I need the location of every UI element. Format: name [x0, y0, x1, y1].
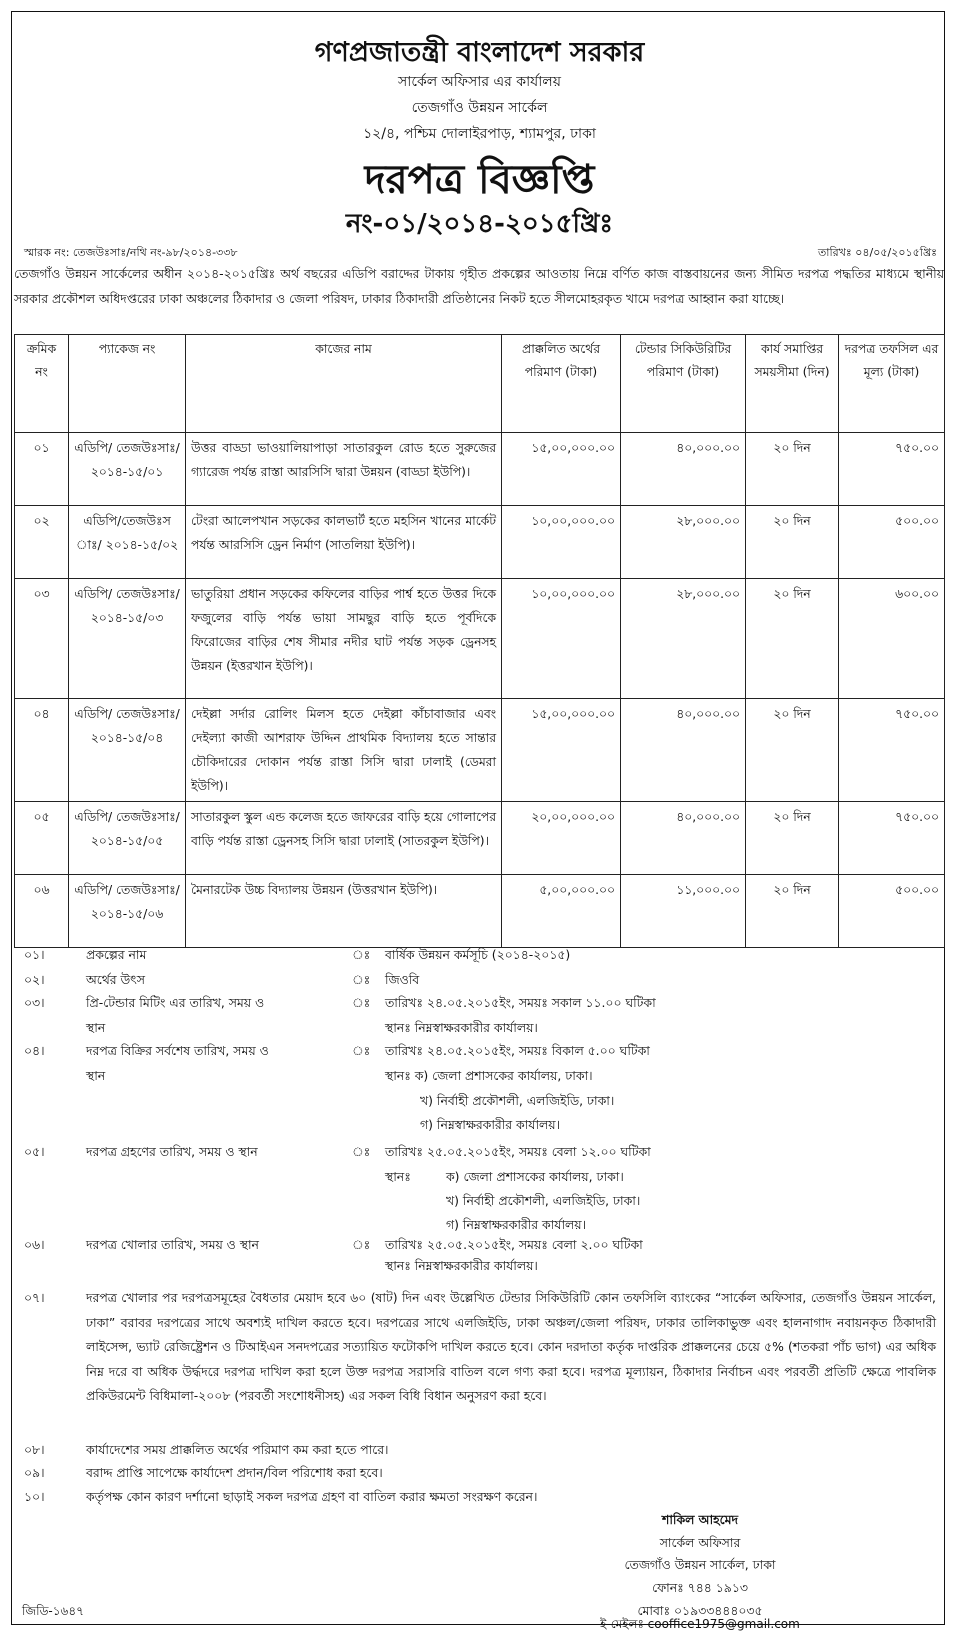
item-number: ০৮।: [24, 1442, 45, 1457]
item-colon: ঃ: [352, 972, 371, 987]
gd-number: জিডি-১৬৪৭: [22, 1604, 84, 1618]
office-address: ১২/৪, পশ্চিম দোলাইরপাড়, শ্যামপুর, ঢাকা: [363, 126, 596, 142]
cell-work: সাতারকুল স্কুল এন্ড কলেজ হতে জাফরের বাড়ি হয়ে গোলাপের বাড়ি পর্যন্ত রাস্তা ড্রেনসহ সিসি দ্বারা ঢালাই (সাতরকুল ইউপি)।: [186, 802, 502, 875]
circle-name: তেজগাঁও উন্নয়ন সার্কেল: [411, 100, 548, 116]
cell-security: ২৮,০০০.০০: [621, 506, 746, 579]
cell-cost: ৫,০০,০০০.০০: [502, 875, 621, 948]
item-label: দরপত্র খোলার তারিখ, সময় ও স্থান: [86, 1237, 259, 1252]
item-number: ০৩।: [24, 995, 45, 1010]
item-value: ক) জেলা প্রশাসকের কার্যালয়, ঢাকা।: [446, 1169, 624, 1184]
signatory-name: শাকিল আহমেদ: [661, 1512, 738, 1527]
cell-package: এডিপি/ তেজউঃসাঃ/ ২০১৪-১৫/০৪: [69, 699, 186, 802]
item-colon: ঃ: [352, 947, 371, 962]
cell-serial: ০৩: [15, 579, 69, 699]
item-text: বরাদ্দ প্রাপ্তি সাপেক্ষে কার্যাদেশ প্রদান/বিল পরিশোধ করা হবে।: [86, 1465, 383, 1480]
cell-price: ৭৫০.০০: [839, 802, 945, 875]
header-price: দরপত্র তফসিল এর মূল্য (টাকা): [839, 335, 945, 433]
item-number: ০৪।: [24, 1043, 45, 1058]
cell-work: উত্তর বাড্ডা ভাওয়ালিয়াপাড়া সাতারকুল রোড হতে সুরুজের গ্যারেজ পর্যন্ত রাস্তা আরসিসি দ্বারা উন্নয়ন (বাড্ডা ইউপি)।: [186, 433, 502, 506]
item-colon: ঃ: [352, 995, 371, 1010]
cell-security: ৪০,০০০.০০: [621, 433, 746, 506]
office-name: সার্কেল অফিসার এর কার্যালয়: [398, 74, 561, 90]
item-number: ০৬।: [24, 1237, 45, 1252]
table-row: [15, 433, 945, 506]
item-number: ০৯।: [24, 1465, 45, 1480]
item-colon: ঃ: [352, 1144, 371, 1159]
signatory-office: তেজগাঁও উন্নয়ন সার্কেল, ঢাকা: [624, 1557, 776, 1572]
item-value: স্থানঃ ক) জেলা প্রশাসকের কার্যালয়, ঢাকা।: [385, 1068, 593, 1083]
item-value: খ) নির্বাহী প্রকৌশলী, এলজিইডি, ঢাকা।: [446, 1193, 641, 1208]
table-row: [15, 579, 945, 699]
item-value: গ) নিম্নস্বাক্ষরকারীর কার্যালয়।: [420, 1117, 561, 1132]
item-value: খ) নির্বাহী প্রকৌশলী, এলজিইডি, ঢাকা।: [420, 1093, 615, 1108]
cell-package: এডিপি/ তেজউঃসাঃ/ ২০১৪-১৫/০৬: [69, 875, 186, 948]
item-value: তারিখঃ ২৪.০৫.২০১৫ইং, সময়ঃ সকাল ১১.০০ ঘটিকা: [385, 995, 656, 1010]
memo-reference: স্মারক নং: তেজউঃসাঃ/নথি নং-৯৮/২০১৪-৩৩৮: [24, 246, 238, 259]
item-value: তারিখঃ ২৫.০৫.২০১৫ইং, সময়ঃ বেলা ২.০০ ঘটিকা: [385, 1237, 643, 1252]
cell-work: মৈনারটেক উচ্চ বিদ্যালয় উন্নয়ন (উত্তরখান ইউপি)।: [186, 875, 502, 948]
table-row: [15, 506, 945, 579]
works-table: [14, 334, 945, 948]
page-title: দরপত্র বিজ্ঞপ্তি: [364, 157, 595, 203]
item-colon: ঃ: [352, 1043, 371, 1058]
cell-cost: ১৫,০০,০০০.০০: [502, 699, 621, 802]
header-days: কার্য সমাপ্তির সময়সীমা (দিন): [746, 335, 839, 433]
item-value: তারিখঃ ২৫.০৫.২০১৫ইং, সময়ঃ বেলা ১২.০০ ঘটিকা: [385, 1144, 651, 1159]
cell-work: ভাতুরিয়া প্রধান সড়কের কফিলের বাড়ির পার্শ্ব হতে উত্তর দিকে ফজুলের বাড়ি পর্যন্ত ভায়া সামছুর বাড়ি হতে পূর্বদিকে ফিরোজের বাড়ির শেষ সীমার নদীর ঘাট পর্যন্ত সড়ক ড্রেনসহ উন্নয়ন (ইত্তরখান ইউপি)।: [186, 579, 502, 699]
cell-days: ২০ দিন: [746, 579, 839, 699]
item-seven-paragraph: দরপত্র খোলার পর দরপত্রসমূহের বৈধতার মেয়াদ হবে ৬০ (ষাট) দিন এবং উল্লেখিত টেন্ডার সিকিউরিটি কোন তফসিলি ব্যাংকের “সার্কেল অফিসার, তেজগাঁও উন্নয়ন সার্কেল, ঢাকা” বরাবর দরপত্রের সাথে অবশ্যই দাখিল করতে হবে। দরপত্রের সাথে এলজিইডি, ঢাকা অঞ্চল/জেলা পরিষদ, ঢাকার তালিকাভুক্ত এবং হালনাগাদ নবায়নকৃত ঠিকাদারী লাইসেন্স, ভ্যাট রেজিষ্ট্রেশন ও টিআইএন সনদপত্রের সত্যায়িত ফটোকপি দাখিল করতে হবে। কোন দরদাতা কর্তৃক দাপ্তরিক প্রাক্কলনের চেয়ে ৫% (শতকরা পাঁচ ভাগ) এর অধিক নিম্ন দরে বা অধিক উর্দ্ধদরে দরপত্র দাখিল করা হলে উক্ত দরপত্র সরাসরি বাতিল বলে গণ্য করা হবে। দরপত্র মূল্যায়ন, ঠিকাদার নির্বাচন এবং পরবর্তী প্রতিটি ক্ষেত্রে পাবলিক প্রকিউরমেন্ট বিধিমালা-২০০৮ (পরবর্তী সংশোধনীসহ) এর সকল বিধি বিধান অনুসরণ করা হবে।: [86, 1290, 936, 1404]
item-value: স্থানঃ নিম্নস্বাক্ষরকারীর কার্যালয়।: [385, 1020, 538, 1035]
cell-package: এডিপি/ তেজউঃসাঃ/ ২০১৪-১৫/০৫: [69, 802, 186, 875]
cell-days: ২০ দিন: [746, 506, 839, 579]
cell-price: ৫০০.০০: [839, 506, 945, 579]
cell-serial: ০৬: [15, 875, 69, 948]
header-cost: প্রাক্কলিত অর্থের পরিমাণ (টাকা): [502, 335, 621, 433]
item-text: কর্তৃপক্ষ কোন কারণ দর্শানো ছাড়াই সকল দরপত্র গ্রহণ বা বাতিল করার ক্ষমতা সংরক্ষণ করেন।: [86, 1489, 538, 1504]
cell-work: টেংরা আলেপখান সড়কের কালভার্ট হতে মহসিন খানের মার্কেট পর্যন্ত আরসিসি ড্রেন নির্মাণ (সাতলিয়া ইউপি)।: [186, 506, 502, 579]
item-number: ০২।: [24, 972, 45, 987]
cell-days: ২০ দিন: [746, 802, 839, 875]
cell-security: ৪০,০০০.০০: [621, 699, 746, 802]
item-value: গ) নিম্নস্বাক্ষরকারীর কার্যালয়।: [446, 1217, 587, 1232]
item-label: দরপত্র বিক্রির সর্বশেষ তারিখ, সময় ও: [86, 1043, 269, 1058]
cell-serial: ০২: [15, 506, 69, 579]
table-row: [15, 699, 945, 802]
cell-serial: ০৪: [15, 699, 69, 802]
item-value: স্থানঃ নিম্নস্বাক্ষরকারীর কার্যালয়।: [385, 1258, 538, 1273]
intro-paragraph: তেজগাঁও উন্নয়ন সার্কেলের অধীন ২০১৪-২০১৫খ্রিঃ অর্থ বছরের এডিপি বরাদ্দের টাকায় গৃহীত প্রকল্পের আওতায় নিম্নে বর্ণিত কাজ বাস্তবায়নের জন্য সীমিত দরপত্র পদ্ধতির মাধ্যমে স্থানীয় সরকার প্রকৌশল অধিদপ্তরের ঢাকা অঞ্চলের ঠিকাদার ও জেলা পরিষদ, ঢাকার ঠিকাদারী প্রতিষ্ঠানের নিকট হতে সীলমোহরকৃত খামে দরপত্র আহ্বান করা যাচ্ছে।: [14, 266, 944, 306]
signatory-email[interactable]: ই-মেইলঃ cooffice1975@gmail.com: [600, 1617, 800, 1631]
cell-work: দেইল্লা সর্দার রোলিং মিলস হতে দেইল্লা কাঁচাবাজার এবং দেইল্যা কাজী আশরাফ উদ্দিন প্রাথমিক বিদ্যালয় হতে সান্তার চৌকিদারের দোকান পর্যন্ত রাস্তা সিসি দ্বারা ঢালাই (ডেমরা ইউপি)।: [186, 699, 502, 802]
memo-date: তারিখঃ ০৪/০৫/২০১৫খ্রিঃ: [818, 246, 937, 259]
cell-price: ৫০০.০০: [839, 875, 945, 948]
item-colon: ঃ: [352, 1237, 371, 1252]
item-number: ০৫।: [24, 1144, 45, 1159]
item-value: তারিখঃ ২৪.০৫.২০১৫ইং, সময়ঃ বিকাল ৫.০০ ঘটিকা: [385, 1043, 650, 1058]
item-number: ১০।: [24, 1489, 45, 1504]
header-security: টেন্ডার সিকিউরিটির পরিমাণ (টাকা): [621, 335, 746, 433]
cell-price: ৭৫০.০০: [839, 699, 945, 802]
item-value: জিওবি: [385, 972, 420, 987]
cell-security: ১১,০০০.০০: [621, 875, 746, 948]
item-label-cont: স্থান: [86, 1020, 106, 1035]
signatory-designation: সার্কেল অফিসার: [659, 1535, 741, 1550]
item-label-cont: স্থান: [86, 1068, 106, 1083]
notice-number: নং-০১/২০১৪-২০১৫খ্রিঃ: [345, 209, 614, 239]
item-value: স্থানঃ: [385, 1169, 411, 1184]
header-serial: ক্রমিক নং: [15, 335, 69, 433]
item-number: ০৭।: [24, 1290, 45, 1305]
cell-days: ২০ দিন: [746, 699, 839, 802]
cell-package: এডিপি/তেজউঃস াঃ/ ২০১৪-১৫/০২: [69, 506, 186, 579]
item-label: দরপত্র গ্রহণের তারিখ, সময় ও স্থান: [86, 1144, 258, 1159]
cell-serial: ০৫: [15, 802, 69, 875]
item-number: ০১।: [24, 947, 45, 962]
signatory-mobile: মোবাঃ ০১৯৩৩৪৪৪০৩৫: [637, 1603, 763, 1618]
cell-package: এডিপি/ তেজউঃসাঃ/ ২০১৪-১৫/০১: [69, 433, 186, 506]
item-label: অর্থের উৎস: [86, 972, 145, 987]
item-value: বার্ষিক উন্নয়ন কর্মসূচি (২০১৪-২০১৫): [385, 947, 571, 962]
cell-days: ২০ দিন: [746, 433, 839, 506]
table-row: [15, 875, 945, 948]
item-text: কার্যাদেশের সময় প্রাক্কলিত অর্থের পরিমাণ কম করা হতে পারে।: [86, 1442, 389, 1457]
cell-security: ৪০,০০০.০০: [621, 802, 746, 875]
cell-package: এডিপি/ তেজউঃসাঃ/ ২০১৪-১৫/০৩: [69, 579, 186, 699]
cell-price: ৬০০.০০: [839, 579, 945, 699]
item-label: প্রকল্পের নাম: [86, 947, 147, 962]
cell-cost: ১৫,০০,০০০.০০: [502, 433, 621, 506]
signatory-phone: ফোনঃ ৭৪৪ ১৯১৩: [652, 1580, 748, 1595]
cell-days: ২০ দিন: [746, 875, 839, 948]
cell-price: ৭৫০.০০: [839, 433, 945, 506]
header-package: প্যাকেজ নং: [69, 335, 186, 433]
cell-cost: ২০,০০,০০০.০০: [502, 802, 621, 875]
table-header-row: [15, 335, 945, 433]
cell-cost: ১০,০০,০০০.০০: [502, 506, 621, 579]
cell-serial: ০১: [15, 433, 69, 506]
cell-cost: ১০,০০,০০০.০০: [502, 579, 621, 699]
header-work: কাজের নাম: [186, 335, 502, 433]
government-heading: গণপ্রজাতন্ত্রী বাংলাদেশ সরকার: [314, 37, 645, 68]
item-label: প্রি-টেন্ডার মিটিং এর তারিখ, সময় ও: [86, 995, 265, 1010]
cell-security: ২৮,০০০.০০: [621, 579, 746, 699]
table-row: [15, 802, 945, 875]
